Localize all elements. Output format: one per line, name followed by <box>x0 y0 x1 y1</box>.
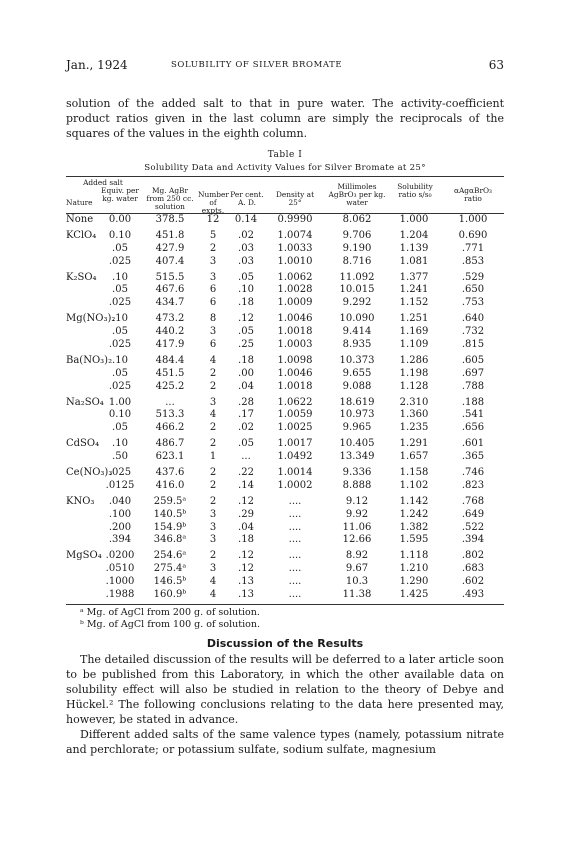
header-density: Density at 25° <box>275 190 315 207</box>
cell-sol: 1.235 <box>399 422 429 434</box>
cell-mm: 10.090 <box>339 313 375 325</box>
cell-den: 0.9990 <box>277 214 313 225</box>
cell-equiv: .05 <box>112 284 128 296</box>
cell-mm: 11.38 <box>342 589 372 601</box>
cell-den: 1.0018 <box>277 326 313 338</box>
cell-num: 2 <box>209 422 217 434</box>
cell-act: .656 <box>461 422 485 434</box>
cell-sol: 1.425 <box>399 589 429 601</box>
cell-nature: CdSO₄ <box>66 438 100 450</box>
cell-mm: 9.336 <box>342 467 372 479</box>
table-row <box>66 214 504 227</box>
cell-num: 3 <box>209 255 217 267</box>
cell-mg: ... <box>165 396 175 408</box>
cell-act: .823 <box>461 479 485 491</box>
cell-act: .602 <box>461 576 485 588</box>
table-row <box>66 284 504 297</box>
cell-sol: 1.139 <box>399 242 429 254</box>
cell-act: .802 <box>461 550 485 562</box>
cell-num: 3 <box>209 271 217 283</box>
cell-act: .788 <box>461 380 485 392</box>
cell-mg: 427.9 <box>155 242 185 254</box>
cell-equiv: 0.10 <box>108 229 132 241</box>
cell-sol: 1.210 <box>399 563 429 575</box>
cell-num: 2 <box>209 467 217 479</box>
cell-pc: .05 <box>238 271 254 283</box>
cell-den: .... <box>288 508 302 520</box>
cell-mg: 346.8ᵃ <box>153 534 187 546</box>
cell-den: 1.0098 <box>277 354 313 366</box>
cell-pc: .03 <box>238 255 254 267</box>
cell-num: 3 <box>209 326 217 338</box>
cell-sol: 1.657 <box>399 451 429 463</box>
cell-equiv: .025 <box>108 467 132 479</box>
cell-act: .650 <box>461 284 485 296</box>
cell-sol: 1.102 <box>399 479 429 491</box>
cell-sol: 1.242 <box>399 508 429 520</box>
cell-den: .... <box>288 534 302 546</box>
cell-equiv: .200 <box>108 521 132 533</box>
header-mg-agbr: Mg. AgBr from 250 cc. solution <box>146 186 194 211</box>
header-number: Number of expts. <box>198 190 229 215</box>
cell-nature: None <box>66 214 94 225</box>
header-date: Jan., 1924 <box>66 58 128 72</box>
header-percent: Per cent. A. D. <box>230 190 264 207</box>
cell-mg: 146.5ᵇ <box>153 576 187 588</box>
table-row <box>66 368 504 381</box>
cell-act: .683 <box>461 563 485 575</box>
cell-sol: 1.291 <box>399 438 429 450</box>
cell-num: 2 <box>209 380 217 392</box>
cell-sol: 1.142 <box>399 495 429 507</box>
cell-mg: 513.3 <box>155 409 185 421</box>
header-millimoles: Millimoles AgBrO₃ per kg. water <box>328 182 386 207</box>
cell-sol: 1.251 <box>399 313 429 325</box>
cell-equiv: .025 <box>108 255 132 267</box>
cell-mg: 254.6ᵃ <box>153 550 187 562</box>
cell-den: .... <box>288 576 302 588</box>
cell-sol: 1.595 <box>399 534 429 546</box>
table-bottom-rule <box>66 604 504 605</box>
section-heading: Discussion of the Results <box>206 636 364 650</box>
table-row <box>66 326 504 339</box>
cell-den: 1.0622 <box>277 396 313 408</box>
cell-act: .853 <box>461 255 485 267</box>
header-nature: Nature <box>66 198 93 207</box>
cell-mg: 440.2 <box>155 326 185 338</box>
cell-equiv: .05 <box>112 422 128 434</box>
table-row <box>66 451 504 464</box>
cell-num: 6 <box>209 339 217 351</box>
cell-mm: 10.973 <box>339 409 375 421</box>
cell-pc: 0.14 <box>234 214 258 225</box>
cell-pc: .05 <box>238 326 254 338</box>
table-row <box>66 297 504 310</box>
cell-equiv: .10 <box>112 354 128 366</box>
table-row <box>66 339 504 352</box>
cell-mg: 275.4ᵃ <box>153 563 187 575</box>
cell-den: 1.0028 <box>277 284 313 296</box>
cell-pc: .03 <box>238 242 254 254</box>
page <box>66 58 504 757</box>
cell-pc: .28 <box>238 396 254 408</box>
cell-act: 0.690 <box>458 229 488 241</box>
cell-mg: 259.5ᵃ <box>153 495 187 507</box>
cell-nature: Ce(NO₃)₃ <box>66 467 113 479</box>
cell-pc: .12 <box>238 550 254 562</box>
cell-mm: 9.92 <box>345 508 369 520</box>
cell-num: 2 <box>209 479 217 491</box>
cell-pc: .29 <box>238 508 254 520</box>
table-row <box>66 381 504 394</box>
cell-sol: 2.310 <box>399 396 429 408</box>
cell-mm: 9.965 <box>342 422 372 434</box>
table-row <box>66 589 504 602</box>
table-row <box>66 422 504 435</box>
cell-num: 4 <box>209 589 217 601</box>
table-row <box>66 496 504 509</box>
discussion-paragraph-2: Different added salts of the same valence types (namely, potassium nitrate and perchlorate; or potassium sulfate, sodium sulfate, magnesium <box>66 727 504 756</box>
cell-num: 3 <box>209 508 217 520</box>
cell-sol: 1.169 <box>399 326 429 338</box>
cell-den: 1.0025 <box>277 422 313 434</box>
cell-mm: 12.66 <box>342 534 372 546</box>
cell-equiv: 0.00 <box>108 214 132 225</box>
cell-num: 2 <box>209 550 217 562</box>
cell-act: .815 <box>461 339 485 351</box>
cell-pc: ... <box>241 451 251 463</box>
cell-equiv: .100 <box>108 508 132 520</box>
table-row <box>66 480 504 493</box>
cell-sol: 1.241 <box>399 284 429 296</box>
cell-act: .365 <box>461 451 485 463</box>
cell-equiv: .1988 <box>105 589 135 601</box>
cell-mm: 8.92 <box>345 550 369 562</box>
cell-sol: 1.204 <box>399 229 429 241</box>
cell-mm: 10.373 <box>339 354 375 366</box>
cell-den: 1.0010 <box>277 255 313 267</box>
cell-equiv: .1000 <box>105 576 135 588</box>
table-row <box>66 230 504 243</box>
cell-den: .... <box>288 589 302 601</box>
table-title: Solubility Data and Activity Values for Silver Bromate at 25° <box>144 163 426 173</box>
cell-num: 3 <box>209 534 217 546</box>
cell-pc: .25 <box>238 339 254 351</box>
cell-den: 1.0017 <box>277 438 313 450</box>
cell-pc: .22 <box>238 467 254 479</box>
cell-num: 2 <box>209 438 217 450</box>
cell-den: 1.0033 <box>277 242 313 254</box>
cell-num: 4 <box>209 576 217 588</box>
table-row <box>66 467 504 480</box>
cell-den: 1.0492 <box>277 451 313 463</box>
table-row <box>66 534 504 547</box>
cell-mm: 11.06 <box>342 521 372 533</box>
page-number: 63 <box>488 58 504 72</box>
cell-equiv: .040 <box>108 495 132 507</box>
cell-mg: 473.2 <box>155 313 185 325</box>
header-equiv: Equiv. per kg. water <box>101 186 139 203</box>
cell-mg: 466.2 <box>155 422 185 434</box>
cell-mm: 10.015 <box>339 284 375 296</box>
cell-mm: 10.3 <box>345 576 369 588</box>
page-header <box>66 58 504 76</box>
cell-mg: 378.5 <box>155 214 185 225</box>
table-row <box>66 563 504 576</box>
cell-mm: 10.405 <box>339 438 375 450</box>
cell-mm: 9.655 <box>342 367 372 379</box>
cell-mg: 407.4 <box>155 255 185 267</box>
cell-mm: 9.706 <box>342 229 372 241</box>
cell-mg: 416.0 <box>155 479 185 491</box>
table-row <box>66 576 504 589</box>
cell-nature: MgSO₄ <box>66 550 102 562</box>
cell-mm: 9.414 <box>342 326 372 338</box>
cell-mg: 417.9 <box>155 339 185 351</box>
cell-equiv: .10 <box>112 438 128 450</box>
cell-sol: 1.109 <box>399 339 429 351</box>
cell-den: 1.0046 <box>277 313 313 325</box>
cell-act: .771 <box>461 242 485 254</box>
cell-mg: 160.9ᵇ <box>153 589 187 601</box>
cell-den: .... <box>288 550 302 562</box>
table-body <box>66 214 504 602</box>
cell-act: .732 <box>461 326 485 338</box>
cell-pc: .02 <box>238 422 254 434</box>
cell-act: .746 <box>461 467 485 479</box>
cell-den: .... <box>288 495 302 507</box>
cell-pc: .00 <box>238 367 254 379</box>
cell-mg: 451.5 <box>155 367 185 379</box>
cell-sol: 1.290 <box>399 576 429 588</box>
cell-num: 2 <box>209 242 217 254</box>
cell-mg: 623.1 <box>155 451 185 463</box>
header-activity: αAgαBrO₃ ratio <box>453 186 493 203</box>
cell-num: 6 <box>209 297 217 309</box>
cell-sol: 1.118 <box>399 550 429 562</box>
cell-mg: 467.6 <box>155 284 185 296</box>
cell-mm: 9.088 <box>342 380 372 392</box>
cell-act: .188 <box>461 396 485 408</box>
cell-pc: .02 <box>238 229 254 241</box>
cell-mm: 18.619 <box>339 396 375 408</box>
discussion-paragraph-1: The detailed discussion of the results will be deferred to a later article soon to be published from this Laboratory, in which the other available data on solubility effect will also be studied in relation to the theory of Debye and Hückel.² The following conclusions relating to the data here presented may, however, be stated in advance. <box>66 652 504 726</box>
cell-sol: 1.152 <box>399 297 429 309</box>
cell-sol: 1.377 <box>399 271 429 283</box>
cell-sol: 1.382 <box>399 521 429 533</box>
cell-pc: .13 <box>238 589 254 601</box>
table-header <box>66 177 504 213</box>
cell-num: 4 <box>209 409 217 421</box>
cell-sol: 1.198 <box>399 367 429 379</box>
cell-act: .640 <box>461 313 485 325</box>
table-row <box>66 522 504 535</box>
cell-act: .605 <box>461 354 485 366</box>
cell-equiv: .10 <box>112 313 128 325</box>
cell-equiv: .10 <box>112 271 128 283</box>
cell-pc: .05 <box>238 438 254 450</box>
footnote-a: ᵃ Mg. of AgCl from 200 g. of solution. <box>80 606 260 618</box>
cell-sol: 1.081 <box>399 255 429 267</box>
header-solubility: Solubility ratio s/s₀ <box>397 182 433 199</box>
table-row <box>66 355 504 368</box>
cell-pc: .04 <box>238 380 254 392</box>
cell-act: .753 <box>461 297 485 309</box>
cell-equiv: .05 <box>112 242 128 254</box>
cell-mm: 9.12 <box>345 495 369 507</box>
cell-mm: 13.349 <box>339 451 375 463</box>
cell-mg: 425.2 <box>155 380 185 392</box>
cell-act: .493 <box>461 589 485 601</box>
cell-act: .541 <box>461 409 485 421</box>
cell-sol: 1.158 <box>399 467 429 479</box>
table-label: Table I <box>267 150 303 160</box>
cell-nature: Mg(NO₃)₂ <box>66 313 116 325</box>
cell-mm: 11.092 <box>339 271 375 283</box>
table-row <box>66 243 504 256</box>
cell-equiv: .394 <box>108 534 132 546</box>
intro-paragraph: solution of the added salt to that in pure water. The activity-coefficient product ratios given in the last column are simply the reciprocals of the squares of the values in the eighth column. <box>66 97 504 140</box>
cell-mm: 9.292 <box>342 297 372 309</box>
table-row <box>66 550 504 563</box>
cell-den: 1.0059 <box>277 409 313 421</box>
footnote-b: ᵇ Mg. of AgCl from 100 g. of solution. <box>80 618 260 630</box>
cell-pc: .13 <box>238 576 254 588</box>
cell-num: 3 <box>209 521 217 533</box>
cell-pc: .18 <box>238 297 254 309</box>
table-row <box>66 272 504 285</box>
cell-num: 2 <box>209 495 217 507</box>
cell-mg: 437.6 <box>155 467 185 479</box>
cell-equiv: .05 <box>112 326 128 338</box>
cell-den: 1.0002 <box>277 479 313 491</box>
table-row <box>66 409 504 422</box>
cell-pc: .10 <box>238 284 254 296</box>
cell-equiv: .50 <box>112 451 128 463</box>
cell-mm: 8.935 <box>342 339 372 351</box>
cell-den: 1.0062 <box>277 271 313 283</box>
cell-nature: KClO₄ <box>66 229 97 241</box>
cell-equiv: 0.10 <box>108 409 132 421</box>
cell-act: 1.000 <box>458 214 488 225</box>
cell-pc: .17 <box>238 409 254 421</box>
cell-mg: 484.4 <box>155 354 185 366</box>
cell-sol: 1.000 <box>399 214 429 225</box>
table-row <box>66 397 504 410</box>
cell-num: 8 <box>209 313 217 325</box>
cell-pc: .14 <box>238 479 254 491</box>
cell-mg: 154.9ᵇ <box>153 521 187 533</box>
cell-mm: 8.062 <box>342 214 372 225</box>
cell-nature: Na₂SO₄ <box>66 396 104 408</box>
cell-mg: 451.8 <box>155 229 185 241</box>
cell-den: 1.0018 <box>277 380 313 392</box>
cell-nature: KNO₃ <box>66 495 95 507</box>
cell-mg: 140.5ᵇ <box>153 508 187 520</box>
cell-act: .529 <box>461 271 485 283</box>
table-row <box>66 509 504 522</box>
cell-mg: 434.7 <box>155 297 185 309</box>
cell-nature: K₂SO₄ <box>66 271 97 283</box>
cell-mm: 9.190 <box>342 242 372 254</box>
cell-equiv: .0510 <box>105 563 135 575</box>
cell-act: .522 <box>461 521 485 533</box>
cell-sol: 1.360 <box>399 409 429 421</box>
cell-equiv: .0125 <box>105 479 135 491</box>
cell-pc: .12 <box>238 495 254 507</box>
cell-den: .... <box>288 563 302 575</box>
cell-mm: 8.716 <box>342 255 372 267</box>
cell-num: 3 <box>209 396 217 408</box>
cell-num: 6 <box>209 284 217 296</box>
cell-num: 12 <box>206 214 220 225</box>
cell-sol: 1.128 <box>399 380 429 392</box>
cell-equiv: .0200 <box>105 550 135 562</box>
cell-num: 4 <box>209 354 217 366</box>
cell-num: 2 <box>209 367 217 379</box>
cell-pc: .04 <box>238 521 254 533</box>
cell-equiv: .05 <box>112 367 128 379</box>
cell-den: .... <box>288 521 302 533</box>
cell-equiv: .025 <box>108 339 132 351</box>
table-row <box>66 256 504 269</box>
cell-mg: 486.7 <box>155 438 185 450</box>
cell-den: 1.0003 <box>277 339 313 351</box>
cell-act: .697 <box>461 367 485 379</box>
cell-equiv: 1.00 <box>108 396 132 408</box>
cell-mg: 515.5 <box>155 271 185 283</box>
cell-den: 1.0014 <box>277 467 313 479</box>
table-footnotes <box>66 607 504 631</box>
cell-mm: 9.67 <box>345 563 369 575</box>
cell-pc: .18 <box>238 534 254 546</box>
table-row <box>66 313 504 326</box>
cell-den: 1.0074 <box>277 229 313 241</box>
cell-pc: .12 <box>238 313 254 325</box>
cell-act: .394 <box>461 534 485 546</box>
running-title: SOLUBILITY OF SILVER BROMATE <box>171 60 343 70</box>
table-row <box>66 438 504 451</box>
cell-num: 1 <box>209 451 217 463</box>
cell-pc: .18 <box>238 354 254 366</box>
cell-act: .601 <box>461 438 485 450</box>
cell-act: .649 <box>461 508 485 520</box>
cell-den: 1.0009 <box>277 297 313 309</box>
cell-mm: 8.888 <box>342 479 372 491</box>
cell-den: 1.0046 <box>277 367 313 379</box>
cell-equiv: .025 <box>108 380 132 392</box>
cell-equiv: .025 <box>108 297 132 309</box>
cell-act: .768 <box>461 495 485 507</box>
cell-pc: .12 <box>238 563 254 575</box>
header-added-salt: Added salt <box>83 178 123 187</box>
cell-num: 5 <box>209 229 217 241</box>
cell-sol: 1.286 <box>399 354 429 366</box>
cell-nature: Ba(NO₃)₂ <box>66 354 113 366</box>
cell-num: 3 <box>209 563 217 575</box>
